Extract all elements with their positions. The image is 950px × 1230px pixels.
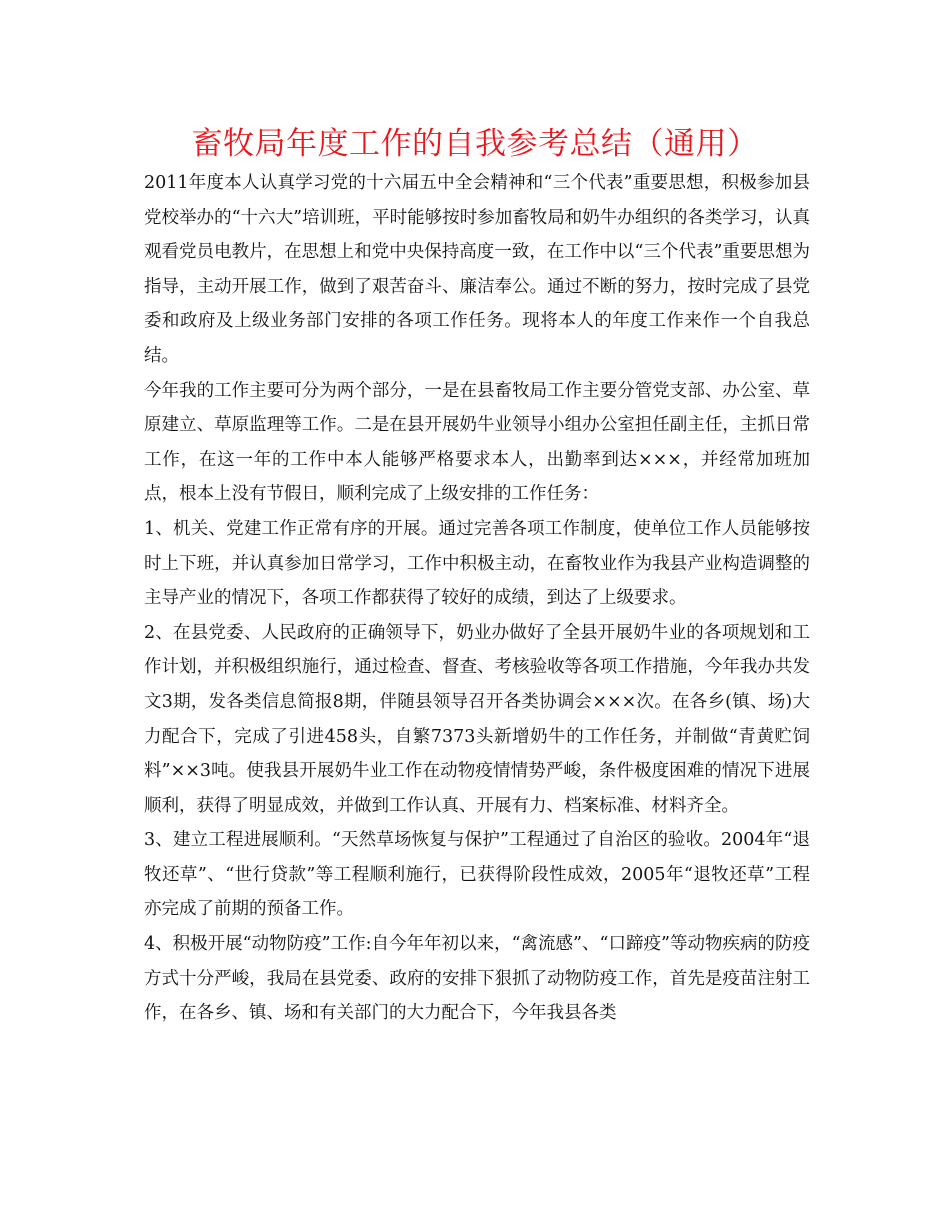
paragraph-intro: 2011年度本人认真学习党的十六届五中全会精神和“三个代表”重要思想，积极参加县党校举办的“十六大”培训班，平时能够按时参加畜牧局和奶牛办组织的各类学习，认真观看党员电教片，在思想上和党中央保持高度一致，在工作中以“三个代表”重要思想为指导，主动开展工作，做到了艰苦奋斗、廉洁奉公。通过不断的努力，按时完成了县党委和政府及上级业务部门安排的各项工作任务。现将本人的年度工作来作一个自我总结。 xyxy=(144,173,810,366)
paragraph-item-1: 1、机关、党建工作正常有序的开展。通过完善各项工作制度，使单位工作人员能够按时上下班，并认真参加日常学习，工作中积极主动，在畜牧业作为我县产业构造调整的主导产业的情况下，各项工作都获得了较好的成绩，到达了上级要求。 xyxy=(144,518,810,609)
paragraph-item-2: 2、在县党委、人民政府的正确领导下，奶业办做好了全县开展奶牛业的各项规划和工作计划，并积极组织施行，通过检查、督查、考核验收等各项工作措施，今年我办共发文3期，发各类信息简报8期，伴随县领导召开各类协调会×××次。在各乡(镇、场)大力配合下，完成了引进458头，自繁7373头新增奶牛的工作任务，并制做“青黄贮饲料”××3吨。使我县开展奶牛业工作在动物疫情情势严峻，条件极度困难的情况下进展顺利，获得了明显成效，并做到工作认真、开展有力、档案标准、材料齐全。 xyxy=(144,622,810,816)
paragraph-item-3: 3、建立工程进展顺利。“天然草场恢复与保护”工程通过了自治区的验收。2004年“退牧还草”、“世行贷款”等工程顺利施行，已获得阶段性成效，2005年“退牧还草”工程亦完成了前期的预备工作。 xyxy=(144,830,810,920)
document-title: 畜牧局年度工作的自我参考总结（通用） xyxy=(191,126,759,162)
paragraph-item-4: 4、积极开展“动物防疫”工作:自今年年初以来，“禽流感”、“口蹄疫”等动物疾病的防疫方式十分严峻，我局在县党委、政府的安排下狠抓了动物防疫工作，首先是疫苗注射工作，在各乡、镇、场和有关部门的大力配合下，今年我县各类 xyxy=(144,934,810,1024)
document-body xyxy=(144,166,810,1031)
paragraph-work-overview: 今年我的工作主要可分为两个部分，一是在县畜牧局工作主要分管党支部、办公室、草原建立、草原监理等工作。二是在县开展奶牛业领导小组办公室担任副主任，主抓日常工作，在这一年的工作中本人能够严格要求本人，出勤率到达×××，并经常加班加点，根本上没有节假日，顺利完成了上级安排的工作任务： xyxy=(144,380,810,505)
